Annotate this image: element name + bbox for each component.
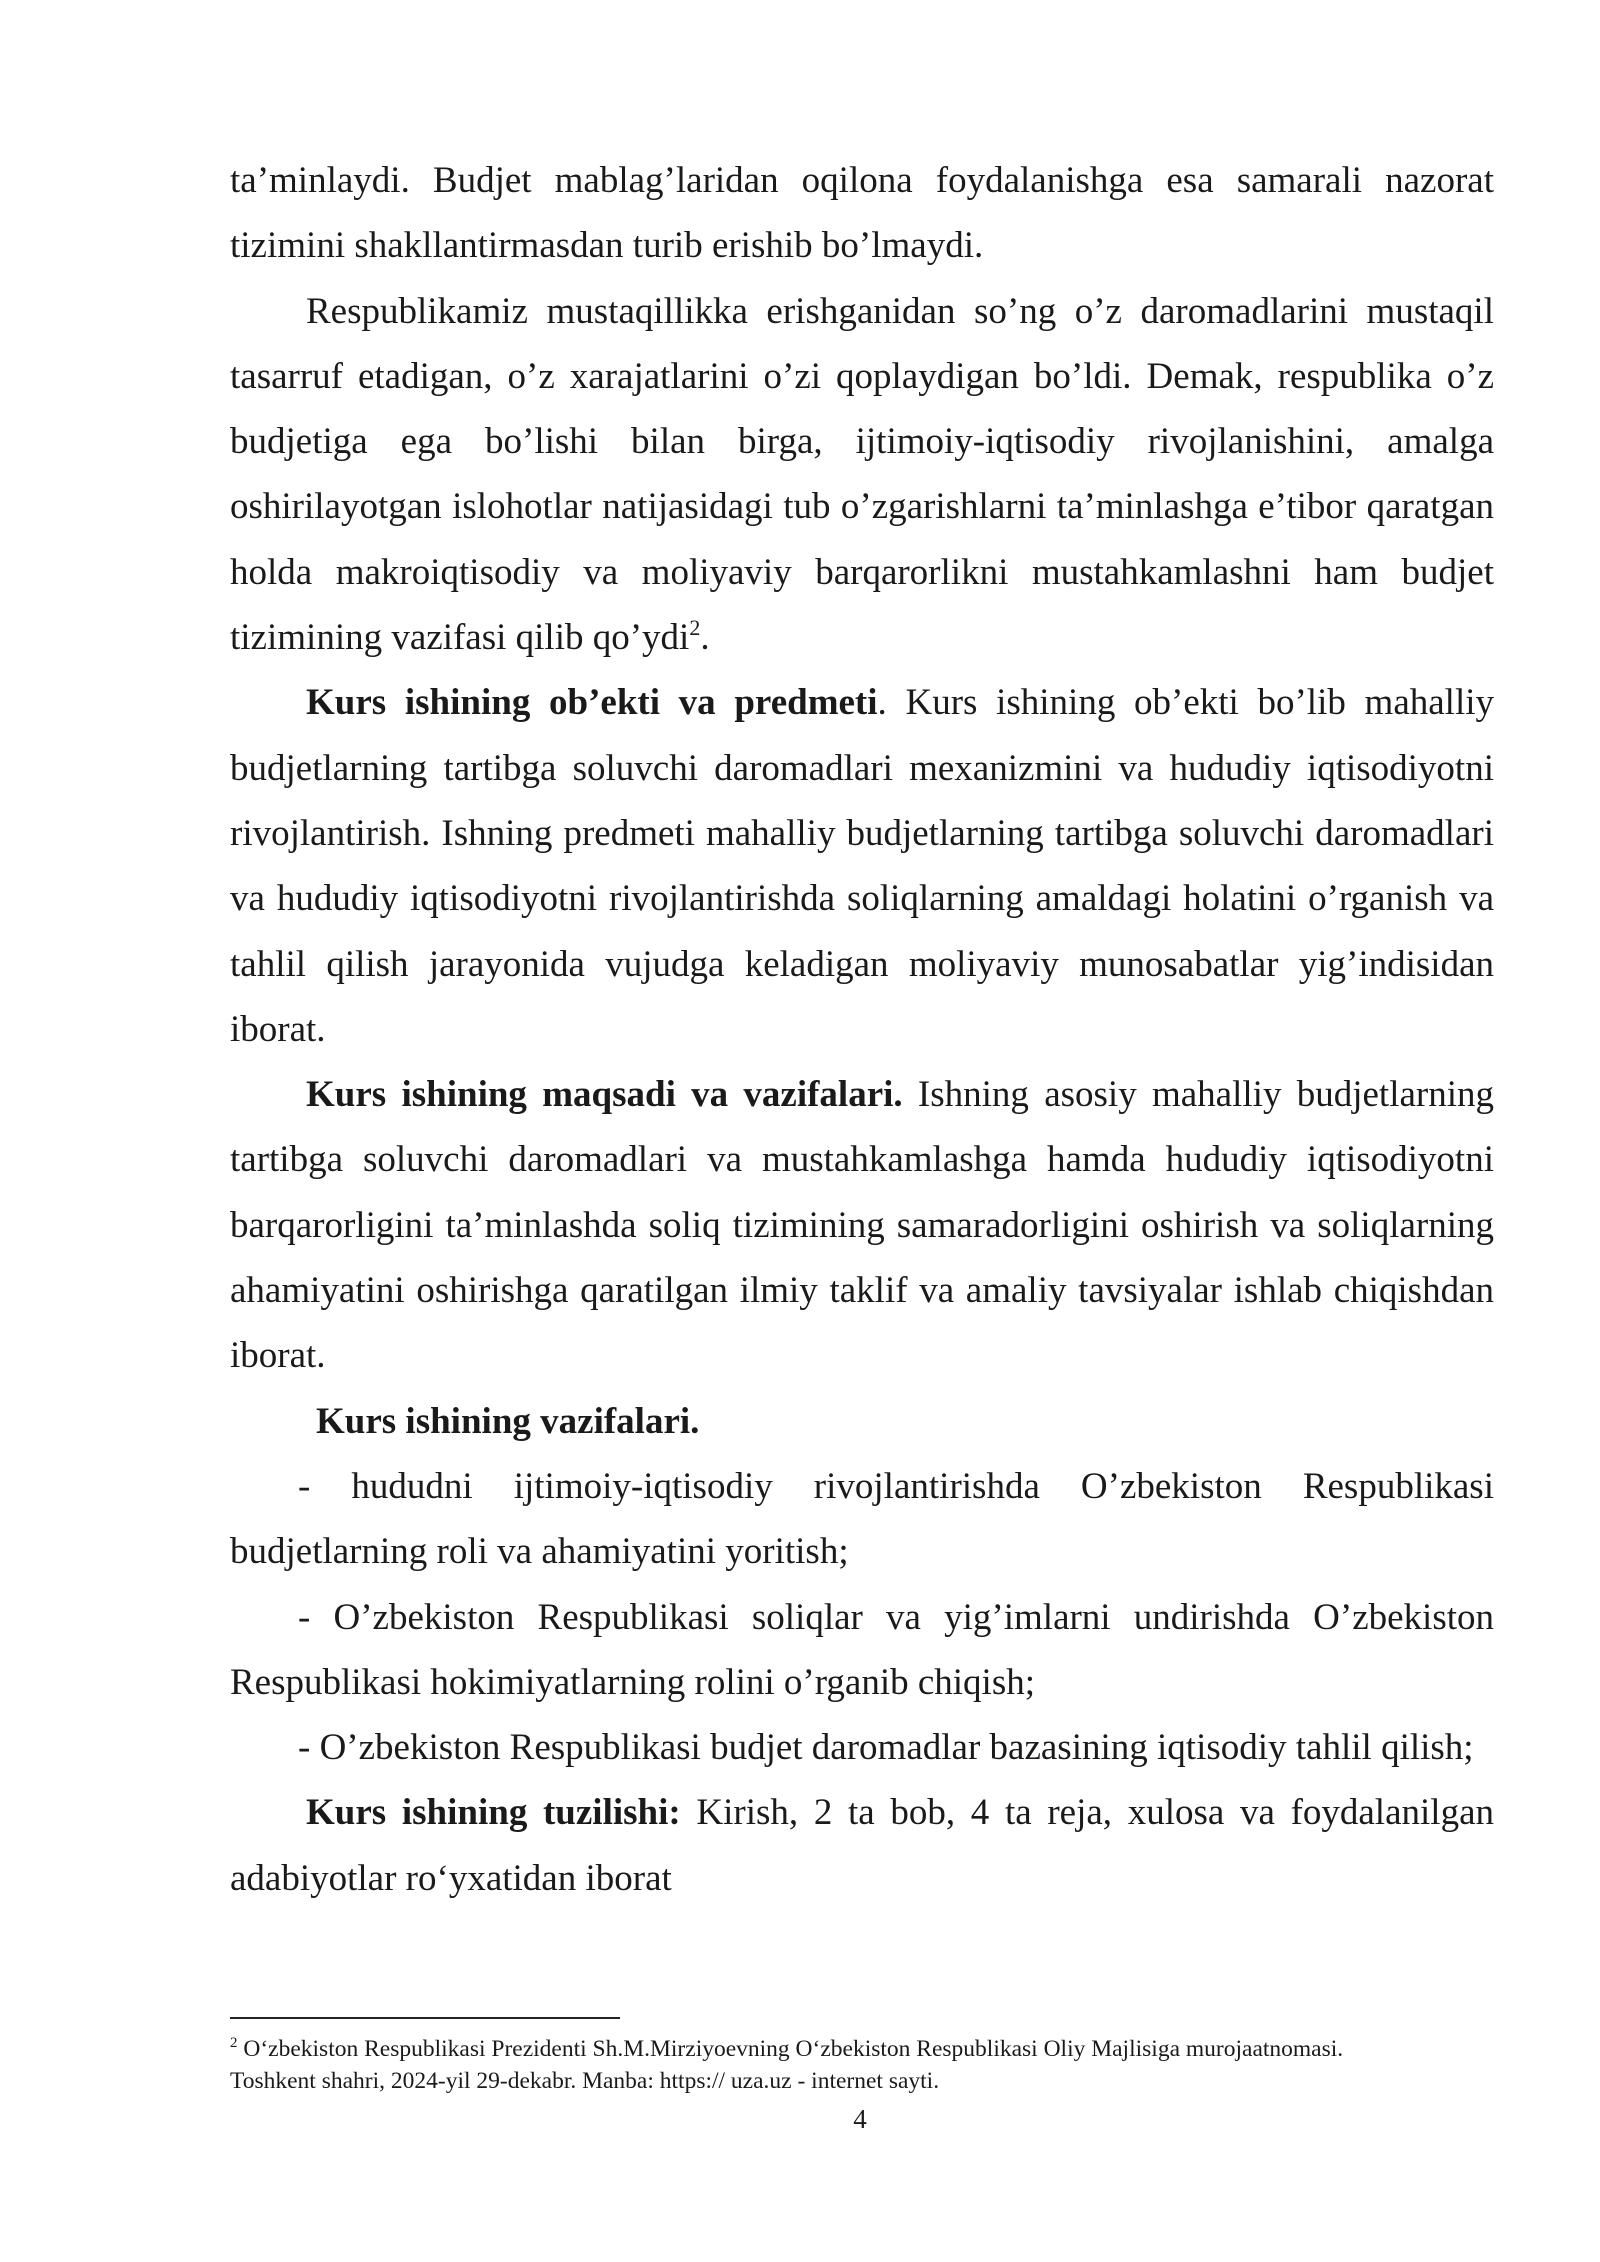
structure-text: Kirish, 2 ta bob, 4 ta reja, xulosa va foydalanilgan adabiyotlar ro‘yxatidan iborat — [230, 1792, 1494, 1899]
footnote-separator — [230, 2017, 620, 2019]
footnote — [230, 2033, 1430, 2097]
heading-tasks: Kurs ishining vazifalari. — [316, 1400, 700, 1442]
goal-tasks-text: Ishning asosiy mahalliy budjetlarning tartibga soluvchi daromadlari va mustahkamlashga hamda hududiy iqtisodiyotni barqarorligini ta’minlashda soliq tizimining samaradorligini oshirish va soliqlarning ahamiyatini oshirishga qaratilgan ilmiy taklif va amaliy tavsiyalar ishlab chiqishdan iborat. — [230, 1074, 1494, 1377]
heading-goal-tasks: Kurs ishining maqsadi va vazifalari. — [306, 1074, 903, 1116]
footnote-reference[interactable]: 2 — [689, 615, 701, 641]
paragraph-independence-text: Respublikamiz mustaqillikka erishganidan so’ng o’z daromadlarini mustaqil tasarruf etadigan, o’z xarajatlarini o’zi qoplaydigan bo’ldi. Demak, respublika o’z budjetiga ega bo’lishi bilan birga, ijtimoiy-iqtisodiy rivojlanishini, amalga oshirilayotgan islohotlar natijasidagi tub o’zgarishlarni ta’minlashga e’tibor qaratgan holda makroiqtisodiy va moliyaviy barqarorlikni mustahkamlashni ham budjet tizimining vazifasi qilib qo’ydi — [230, 290, 1494, 659]
footnote-text: O‘zbekiston Respublikasi Prezidenti Sh.M.Mirziyoevning O‘zbekiston Respublikasi Oliy Majlisiga murojaatnomasi. Toshkent shahri, 2024-yil 29-dekabr. Manba: https:// uza.uz - internet sayti. — [230, 2036, 1344, 2094]
paragraph-object-subject — [230, 670, 1494, 1062]
object-subject-text: . Kurs ishining ob’ekti bo’lib mahalliy budjetlarning tartibga soluvchi daromadlari mexanizmini va hududiy iqtisodiyotni rivojlantirish. Ishning predmeti mahalliy budjetlarning tartibga soluvchi daromadlari va hududiy iqtisodiyotni rivojlantirishda soliqlarning amaldagi holatini o’rganish va tahlil qilish jarayonida vujudga keladigan moliyaviy munosabatlar yig’indisidan iborat. — [230, 682, 1495, 1050]
heading-structure: Kurs ishining tuzilishi: — [306, 1792, 681, 1834]
list-item: - O’zbekiston Respublikasi budjet daromadlar bazasining iqtisodiy tahlil qilish; — [298, 1727, 1474, 1769]
footnote-number: 2 — [230, 2035, 238, 2051]
paragraph-continuation: ta’minlaydi. Budjet mablag’laridan oqilona foydalanishga esa samarali nazorat tizimini shakllantirmasdan turib erishib bo’lmaydi. — [230, 160, 1494, 267]
paragraph-tasks-heading — [230, 1389, 1494, 1454]
list-item: - hududni ijtimoiy-iqtisodiy rivojlantirishda O’zbekiston Respublikasi budjetlarning roli va ahamiyatini yoritish; — [230, 1465, 1494, 1573]
heading-object-subject: Kurs ishining ob’ekti va predmeti — [306, 682, 878, 724]
paragraph-independence-end: . — [700, 617, 710, 659]
list-item: - O’zbekiston Respublikasi soliqlar va yig’imlarni undirishda O’zbekiston Respublikasi hokimiyatlarning rolini o’rganib chiqish; — [230, 1596, 1494, 1703]
page-number: 4 — [853, 2104, 867, 2134]
paragraph-structure — [230, 1780, 1494, 1911]
paragraph-independence — [230, 279, 1494, 671]
paragraph-goal-tasks — [230, 1062, 1494, 1388]
document-body — [230, 148, 1494, 1911]
